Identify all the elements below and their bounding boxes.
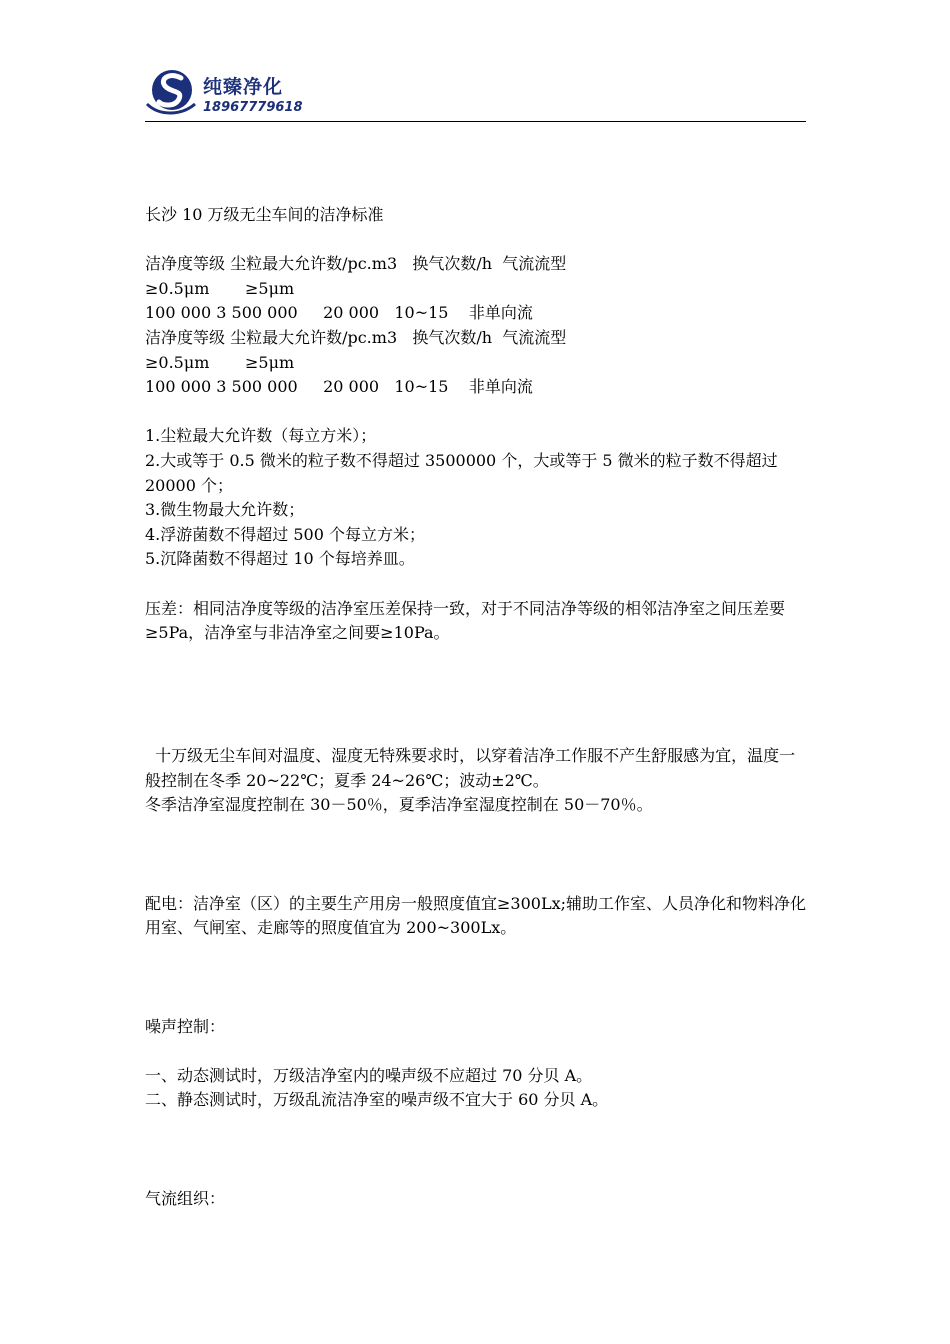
- document-body: [145, 203, 810, 1211]
- document-title: 长沙 10 万级无尘车间的洁净标准: [145, 205, 384, 224]
- table-row: 洁净度等级 尘粒最大允许数/pc.m3 换气次数/h 气流流型: [145, 254, 567, 274]
- table-row: 洁净度等级 尘粒最大允许数/pc.m3 换气次数/h 气流流型: [145, 327, 567, 347]
- airflow-heading: 气流组织：: [145, 1188, 226, 1208]
- header-rule: [145, 121, 806, 122]
- list-item: 2.大或等于 0.5 微米的粒子数不得超过 3500000 个，大或等于 5 微米的粒子数不得超过 20000 个；: [145, 450, 783, 495]
- list-item: 一、动态测试时，万级洁净室内的噪声级不应超过 70 分贝 A。: [145, 1065, 593, 1085]
- list-item: 二、静态测试时，万级乱流洁净室的噪声级不宜大于 60 分贝 A。: [145, 1090, 609, 1110]
- table-row: 100 000 3 500 000 20 000 10~15 非单向流: [145, 303, 533, 323]
- brand-phone: 18967779618: [203, 100, 303, 115]
- list-item: 5.沉降菌数不得超过 10 个每培养皿。: [145, 549, 415, 569]
- lighting-paragraph: 配电：洁净室（区）的主要生产用房一般照度值宜≥300Lx;辅助工作室、人员净化和物料净化用室、气闸室、走廊等的照度值宜为 200~300Lx。: [145, 893, 806, 938]
- table-row: ≥0.5μm ≥5μm: [145, 278, 295, 298]
- swirl-s-logo-icon: [145, 66, 197, 118]
- list-item: 3.微生物最大允许数；: [145, 500, 305, 520]
- noise-heading: 噪声控制：: [145, 1016, 226, 1036]
- list-item: 4.浮游菌数不得超过 500 个每立方米；: [145, 524, 425, 544]
- page-header: [145, 66, 806, 123]
- brand-name: 纯臻净化: [203, 76, 284, 98]
- table-row: ≥0.5μm ≥5μm: [145, 352, 295, 372]
- pressure-paragraph: 压差：相同洁净度等级的洁净室压差保持一致，对于不同洁净等级的相邻洁净室之间压差要≥5Pa，洁净室与非洁净室之间要≥10Pa。: [145, 598, 786, 643]
- list-item: 1.尘粒最大允许数（每立方米）；: [145, 426, 377, 446]
- table-row: 100 000 3 500 000 20 000 10~15 非单向流: [145, 377, 533, 397]
- temperature-paragraph: 十万级无尘车间对温度、湿度无特殊要求时，以穿着洁净工作服不产生舒服感为宜，温度一般控制在冬季 20~22℃；夏季 24~26℃；波动±2℃。: [145, 746, 796, 790]
- humidity-paragraph: 冬季洁净室湿度控制在 30－50％，夏季洁净室湿度控制在 50－70％。: [145, 795, 653, 815]
